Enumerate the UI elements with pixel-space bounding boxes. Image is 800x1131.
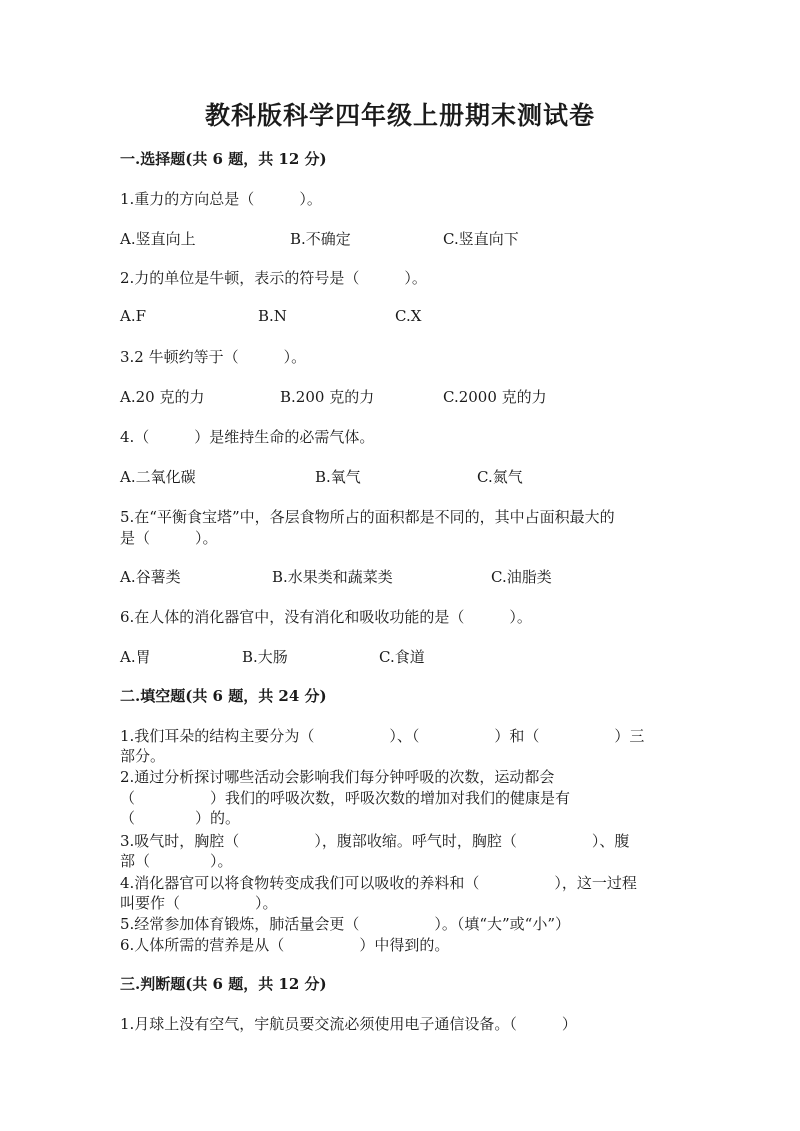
option-a: A.20 克的力 bbox=[120, 388, 205, 406]
option-a: A.谷薯类 bbox=[120, 568, 181, 586]
option-a: A.竖直向上 bbox=[120, 230, 196, 248]
section-heading-fill-in: 二.填空题(共 6 题，共 24 分) bbox=[120, 687, 327, 705]
fill-line: （ ）我们的呼吸次数，呼吸次数的增加对我们的健康是有 bbox=[120, 789, 571, 807]
option-b: B.200 克的力 bbox=[280, 388, 375, 406]
question-text: 4.（ ）是维持生命的必需气体。 bbox=[120, 428, 375, 446]
option-c: C.氮气 bbox=[477, 468, 523, 486]
question-text-continued: 是（ ）。 bbox=[120, 529, 218, 547]
option-a: A.胃 bbox=[120, 648, 151, 666]
option-c: C.竖直向下 bbox=[443, 230, 519, 248]
page-title: 教科版科学四年级上册期末测试卷 bbox=[204, 101, 595, 130]
fill-line: （ ）的。 bbox=[120, 809, 241, 827]
fill-line: 2.通过分析探讨哪些活动会影响我们每分钟呼吸的次数，运动都会 bbox=[120, 768, 555, 786]
question-text: 1.重力的方向总是（ ）。 bbox=[120, 190, 322, 208]
option-b: B.氧气 bbox=[315, 468, 361, 486]
fill-line: 1.我们耳朵的结构主要分为（ ）、（ ）和（ ）三 bbox=[120, 727, 645, 745]
option-c: C.油脂类 bbox=[491, 568, 552, 586]
fill-line: 5.经常参加体育锻炼，肺活量会更（ ）。（填“大”或“小”） bbox=[120, 915, 570, 933]
option-b: B.水果类和蔬菜类 bbox=[272, 568, 393, 586]
fill-line: 4.消化器官可以将食物转变成我们可以吸收的养料和（ ），这一过程 bbox=[120, 874, 637, 892]
question-text: 6.在人体的消化器官中，没有消化和吸收功能的是（ ）。 bbox=[120, 608, 532, 626]
question-text: 1.月球上没有空气，宇航员要交流必须使用电子通信设备。（ ） bbox=[120, 1015, 577, 1033]
section-heading-choice: 一.选择题(共 6 题，共 12 分) bbox=[120, 150, 327, 168]
fill-line: 部分。 bbox=[120, 747, 166, 765]
fill-line: 部（ ）。 bbox=[120, 852, 233, 870]
option-b: B.N bbox=[258, 307, 287, 325]
option-b: B.大肠 bbox=[242, 648, 288, 666]
option-a: A.F bbox=[120, 307, 147, 325]
fill-line: 叫要作（ ）。 bbox=[120, 894, 278, 912]
question-text: 3.2 牛顿约等于（ ）。 bbox=[120, 348, 307, 366]
option-c: C.食道 bbox=[379, 648, 425, 666]
fill-line: 6.人体所需的营养是从（ ）中得到的。 bbox=[120, 936, 450, 954]
option-c: C.X bbox=[395, 307, 422, 325]
option-b: B.不确定 bbox=[290, 230, 351, 248]
question-text: 5.在“平衡食宝塔”中，各层食物所占的面积都是不同的，其中占面积最大的 bbox=[120, 508, 615, 526]
option-a: A.二氧化碳 bbox=[120, 468, 196, 486]
question-text: 2.力的单位是牛顿，表示的符号是（ ）。 bbox=[120, 269, 427, 287]
option-c: C.2000 克的力 bbox=[443, 388, 547, 406]
fill-line: 3.吸气时，胸腔（ ），腹部收缩。呼气时，胸腔（ ）、腹 bbox=[120, 832, 630, 850]
section-heading-true-false: 三.判断题(共 6 题，共 12 分) bbox=[120, 975, 327, 993]
